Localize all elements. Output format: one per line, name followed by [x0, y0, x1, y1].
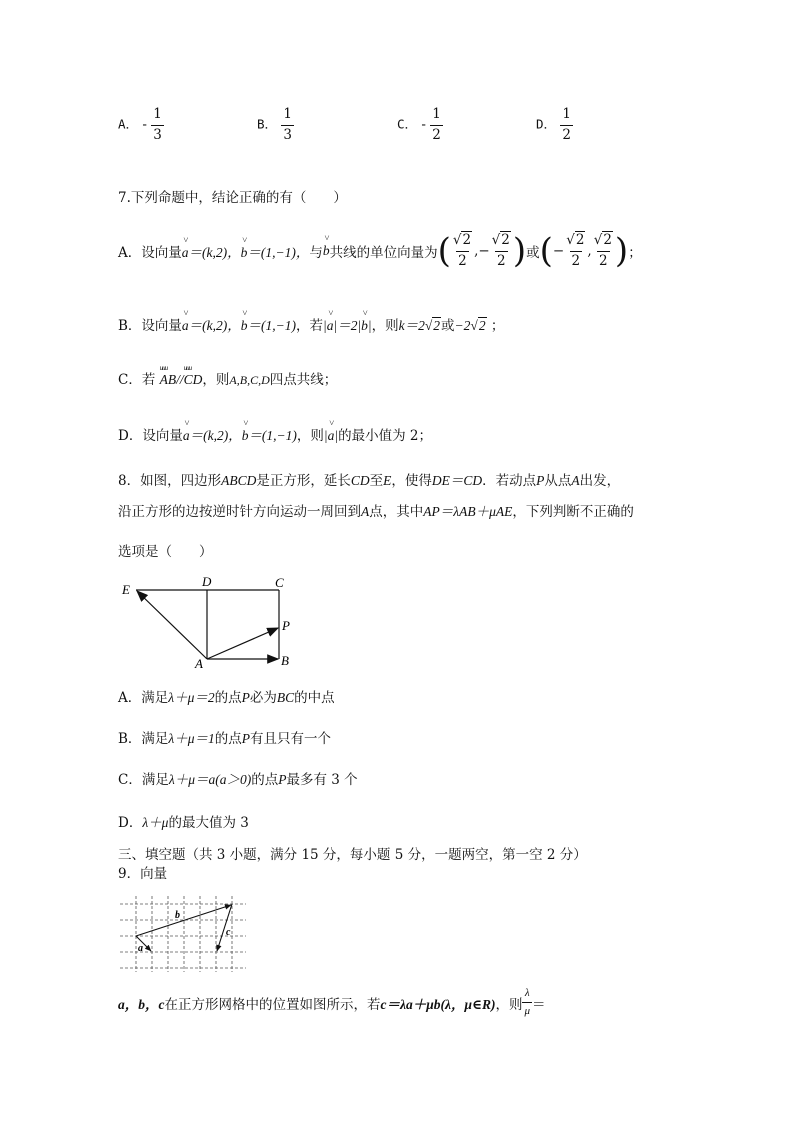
- q8-stem-line2: 沿正方形的边按逆时针方向运动一周回到A点，其中AP＝λAB＋μAE，下列判断不正确的: [118, 504, 634, 520]
- option-text: 的最小值为 2；: [338, 428, 432, 444]
- label-b: B: [281, 653, 289, 668]
- q7-option-b[interactable]: B．设向量˅ a＝(k,2)，˅ b＝(1,−1)，若|˅ a|＝2|˅ b|，则k＝2√2或−2√2 ；: [118, 314, 504, 334]
- option-label: B．: [257, 116, 278, 132]
- q8-stem-line1: 8．如图，四边形ABCD是正方形，延长CD至E，使得DE＝CD．若动点P从点A出发，: [118, 473, 621, 489]
- option-label: A．: [118, 116, 139, 132]
- square-diagram: [118, 570, 308, 672]
- vector-ap: [207, 628, 278, 659]
- section-title: 三、填空题（共 3 小题，满分 15 分，每小题 5 分，一题两空，第一空 2 分）: [118, 847, 587, 863]
- vector-ae: [137, 591, 207, 659]
- label-b: b: [175, 910, 180, 921]
- q8-stem-line3: 选项是（ ）: [118, 544, 213, 560]
- label-a: a: [138, 943, 143, 954]
- option-label: C．: [397, 116, 418, 132]
- fraction: $\frac{1}{2}$: [432, 106, 441, 143]
- sign: -: [142, 116, 147, 133]
- label-e: E: [122, 582, 130, 597]
- q7-stem: 7.下列命题中，结论正确的有（ ）: [118, 190, 347, 206]
- q9-text: a，b，c 在正方形网格中的位置如图所示，若 c＝λa＋μb(λ，μ∈R) ，则 $\frac{\lambda}{\mu}$ ＝: [118, 987, 546, 1017]
- vector-grid: [118, 894, 250, 974]
- lambda-over-mu: $\frac{\lambda}{\mu}$: [524, 987, 531, 1017]
- option-label: D．: [536, 116, 557, 132]
- label-a: A: [195, 656, 203, 671]
- option-text: ，则: [371, 318, 399, 334]
- q6-option-b[interactable]: [257, 108, 294, 142]
- q8-option-a[interactable]: A．满足λ＋μ＝2的点P必为BC的中点: [118, 690, 335, 706]
- option-text: ，若: [296, 318, 324, 334]
- option-text: 或: [526, 245, 540, 261]
- option-text: 与: [309, 245, 323, 261]
- q6-option-d[interactable]: [536, 108, 573, 142]
- q7-option-d[interactable]: D．设向量˅ a＝(k,2)，˅ b＝(1,−1)，则|˅ a|的最小值为 2；: [118, 424, 432, 444]
- option-text: B．设向量: [118, 318, 182, 334]
- q7-option-a[interactable]: A．设向量 ˅ a＝(k,2)，˅ b＝(1,−1)， 与 ˅ b 共线的单位向量为 ( $\frac{√2}{2}$ ,− $\frac{√2}{2}$ ) 或 ( − $\frac{√2}{2}$ , $\frac{√2}{2}$ ) ；: [118, 234, 642, 268]
- q6-option-c[interactable]: [397, 108, 443, 142]
- option-text: D．设向量: [118, 428, 183, 444]
- q9-title: 9．向量: [118, 866, 168, 882]
- fraction: $\frac{1}{3}$: [283, 106, 292, 143]
- option-text: 四点共线；: [269, 372, 338, 388]
- q6-option-a[interactable]: [118, 108, 164, 142]
- fraction: $\frac{1}{2}$: [562, 106, 571, 143]
- points-label: A,B,C,D: [229, 373, 270, 387]
- sign: -: [421, 116, 426, 133]
- option-text: 或: [441, 318, 455, 334]
- label-c: C: [275, 575, 284, 590]
- q8-option-d[interactable]: D．λ＋μ的最大值为 3: [118, 815, 249, 831]
- option-text: 共线的单位向量为: [329, 245, 438, 261]
- vector-b: [136, 905, 231, 936]
- option-text: ，则: [202, 372, 230, 388]
- option-text: A．设向量: [118, 245, 182, 261]
- q8-option-c[interactable]: C．满足λ＋μ＝a(a＞0)的点P最多有 3 个: [118, 772, 358, 788]
- option-text: C．若: [118, 372, 156, 388]
- option-text: ，则: [296, 428, 324, 444]
- label-d: D: [202, 574, 212, 589]
- label-p: P: [282, 618, 290, 633]
- fraction: $\frac{1}{3}$: [153, 106, 162, 143]
- label-c: c: [226, 927, 231, 938]
- option-text: ；: [628, 245, 642, 261]
- q8-option-b[interactable]: B．满足λ＋μ＝1的点P有且只有一个: [118, 731, 332, 747]
- q7-option-c[interactable]: C．若 uuu AB//uuu CD，则A,B,C,D四点共线；: [118, 368, 337, 388]
